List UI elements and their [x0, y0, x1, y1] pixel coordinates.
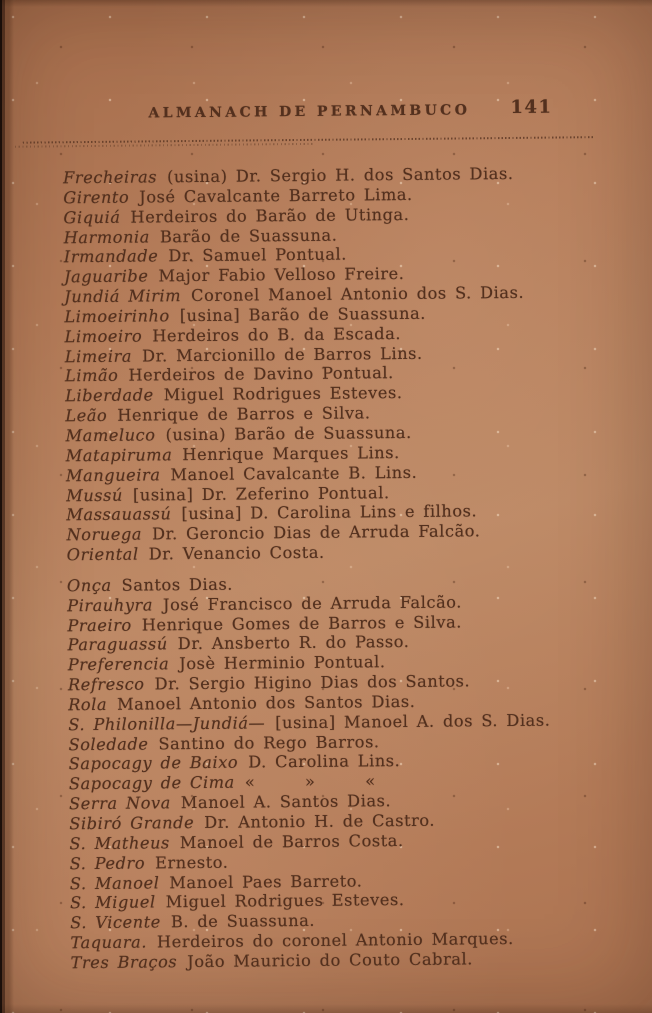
- owner-name: Herdeiros do B. da Escada.: [152, 323, 402, 346]
- estate-name: Matapiruma: [65, 445, 173, 466]
- owner-name: Santino do Rego Barros.: [158, 731, 380, 753]
- estate-name: Liberdade: [65, 385, 154, 406]
- estate-name: Onça: [66, 575, 112, 596]
- owner-name: Dr. Venancio Costa.: [148, 542, 325, 564]
- owner-name: D. Carolina Lins.: [248, 751, 401, 772]
- owner-name: José Francisco de Arruda Falcão.: [162, 592, 463, 615]
- estate-name: Praeiro: [67, 615, 132, 635]
- owner-name: Dr. Samuel Pontual.: [168, 244, 348, 266]
- estate-name: Sibiró Grande: [69, 813, 195, 834]
- estate-name: Limeira: [64, 346, 133, 366]
- estate-name: Limoeirinho: [64, 306, 170, 327]
- owner-name: (usina) Barão de Suassuna.: [165, 422, 412, 445]
- owner-name: Ernesto.: [154, 852, 229, 873]
- estate-name: Massauassú: [66, 504, 172, 525]
- estate-name: Oriental: [66, 544, 139, 565]
- estate-name: Sapocagy de Cima: [68, 772, 235, 794]
- estate-name: Mussú: [66, 485, 124, 505]
- estate-name: Serra Nova: [69, 793, 171, 814]
- estate-name: Tres Braços: [70, 952, 178, 973]
- estate-name: Preferencia: [67, 654, 170, 675]
- estate-list: [63, 163, 633, 973]
- owner-name: Henrique de Barros e Silva.: [117, 403, 371, 425]
- owner-name: Herdeiros do coronel Antonio Marques.: [156, 929, 514, 952]
- estate-name: Irmandade: [63, 246, 159, 267]
- estate-name: Limão: [64, 366, 119, 386]
- owner-name: Herdeiros de Davino Pontual.: [128, 363, 394, 386]
- estate-name: S. Miguel: [69, 892, 156, 913]
- page-number: 141: [510, 96, 553, 118]
- estate-name: S. Pedro: [69, 853, 146, 873]
- estate-name: Rola: [68, 694, 108, 715]
- owner-name: Henrique Marques Lins.: [182, 442, 400, 464]
- owner-name: João Mauricio do Couto Cabral.: [187, 949, 474, 972]
- header-divider: [23, 136, 595, 143]
- estate-name: Jaguaribe: [63, 266, 149, 287]
- estate-name: Limoeiro: [64, 326, 143, 347]
- estate-name: Refresco: [67, 674, 145, 695]
- page-header: [0, 96, 649, 129]
- list-item: [67, 540, 629, 565]
- estate-name: Leão: [65, 405, 108, 426]
- owner-name: [usina] Barão de Suassuna.: [179, 303, 427, 326]
- owner-name: Manoel Antonio dos Santos Dias.: [117, 691, 416, 714]
- book-spine-shadow: [0, 0, 14, 1013]
- owner-name: Coronel Manoel Antonio dos S. Dias.: [191, 282, 525, 306]
- owner-name: Dr. Marcionillo de Barros Lins.: [141, 343, 423, 366]
- owner-name: B. de Suassuna.: [170, 911, 316, 932]
- estate-group: [67, 571, 633, 973]
- owner-name: Barão de Suassuna.: [159, 225, 338, 246]
- estate-name: S. Manoel: [69, 872, 160, 893]
- estate-group: [63, 163, 629, 565]
- owner-name: Dr. Sergio Higino Dias dos Santos.: [154, 671, 471, 694]
- owner-name: Manoel Paes Barreto.: [169, 870, 363, 892]
- owner-name: Major Fabio Velloso Freire.: [158, 264, 405, 286]
- owner-name: (usina) Dr. Sergio H. dos Santos Dias.: [166, 163, 514, 187]
- owner-name: Miguel Rodrigues Esteves.: [165, 890, 405, 912]
- owner-name: [usina] Dr. Zeferino Pontual.: [132, 482, 390, 505]
- owner-name: Henrique Gomes de Barros e Silva.: [141, 612, 463, 635]
- owner-name: Dr. Geroncio Dias de Arruda Falcão.: [151, 521, 481, 544]
- estate-name: S. Philonilla—Jundiá—: [68, 713, 266, 735]
- owner-name: José Cavalcante Barreto Lima.: [139, 184, 413, 207]
- owner-name: [usina] D. Carolina Lins e filhos.: [181, 501, 478, 524]
- estate-name: S. Matheus: [69, 833, 170, 854]
- owner-name: Herdeiros do Barão de Utinga.: [130, 204, 410, 227]
- estate-name: Paraguassú: [67, 634, 168, 655]
- owner-name: Manoel A. Santos Dias.: [180, 791, 392, 813]
- owner-name: Manoel Cavalcante B. Lins.: [170, 462, 418, 484]
- estate-name: Jundiá Mirim: [64, 286, 182, 307]
- estate-name: Girento: [63, 187, 130, 208]
- owner-name: Josè Herminio Pontual.: [179, 652, 386, 674]
- owner-name: Miguel Rodrigues Esteves.: [163, 383, 403, 405]
- estate-name: Mangueira: [65, 464, 161, 485]
- list-item: [71, 948, 633, 973]
- owner-name: [usina] Manoel A. dos S. Dias.: [275, 710, 551, 733]
- estate-name: Noruega: [66, 524, 143, 545]
- owner-name: Dr. Ansberto R. do Passo.: [177, 632, 410, 654]
- estate-name: Frecheiras: [62, 167, 158, 188]
- estate-name: S. Vicente: [70, 912, 161, 933]
- estate-name: Harmonia: [63, 226, 151, 247]
- owner-name: Dr. Antonio H. de Castro.: [204, 810, 436, 832]
- owner-name: « » «: [244, 771, 376, 792]
- owner-name: Santos Dias.: [121, 574, 234, 595]
- estate-name: Taquara.: [70, 932, 148, 953]
- page-title: ALMANACH DE PERNAMBUCO: [148, 102, 471, 122]
- estate-name: Mameluco: [65, 425, 156, 446]
- estate-name: Soledade: [68, 734, 149, 754]
- owner-name: Manoel de Barros Costa.: [179, 830, 404, 853]
- estate-name: Sapocagy de Baixo: [68, 753, 239, 774]
- estate-name: Pirauhyra: [67, 595, 154, 615]
- estate-name: Giquiá: [63, 207, 121, 227]
